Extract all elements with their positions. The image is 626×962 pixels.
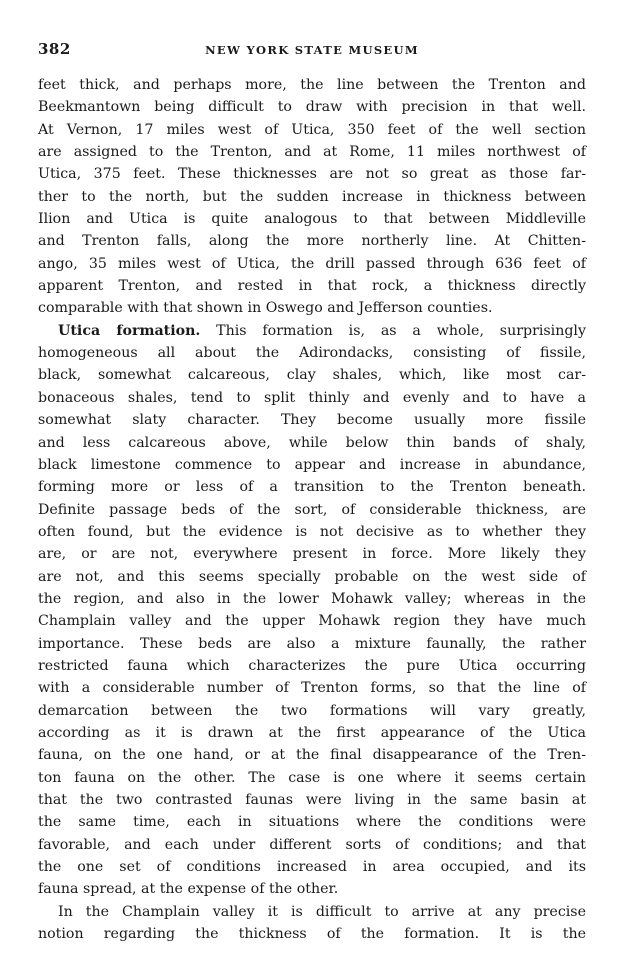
- text-line: Definite passage beds of the sort, of considerable thickness, are: [38, 501, 586, 518]
- text-run: This formation is, as a whole, surprisingly: [200, 322, 586, 339]
- text-line: [38, 320, 586, 342]
- text-line: ther to the north, but the sudden increase in thickness between: [38, 188, 586, 205]
- paragraph: [38, 320, 586, 901]
- text-line: notion regarding the thickness of the formation. It is the: [38, 926, 586, 943]
- text-line: Beekmantown being difficult to draw with precision in that well.: [38, 99, 586, 116]
- page-number: 382: [38, 40, 71, 58]
- text-line: Champlain valley and the upper Mohawk region they have much: [38, 613, 586, 630]
- paragraph: [38, 901, 586, 946]
- text-line: demarcation between the two formations will vary greatly,: [38, 702, 586, 719]
- text-line: ango, 35 miles west of Utica, the drill passed through 636 feet of: [38, 255, 586, 272]
- text-line: black limestone commence to appear and increase in abundance,: [38, 456, 586, 473]
- body-text: [38, 74, 586, 945]
- page-header: [38, 40, 586, 60]
- text-line: are not, and this seems specially probable on the west side of: [38, 568, 586, 585]
- text-line: the region, and also in the lower Mohawk valley; whereas in the: [38, 590, 586, 607]
- text-line: according as it is drawn at the first appearance of the Utica: [38, 724, 586, 741]
- text-line: black, somewhat calcareous, clay shales, which, like most car-: [38, 367, 586, 384]
- text-line: and less calcareous above, while below thin bands of shaly,: [38, 434, 586, 451]
- paragraph: [38, 74, 586, 320]
- running-head: NEW YORK STATE MUSEUM: [205, 43, 419, 57]
- text-line: importance. These beds are also a mixture faunally, the rather: [38, 635, 586, 652]
- text-line: favorable, and each under different sorts of conditions; and that: [38, 836, 586, 853]
- text-line: homogeneous all about the Adirondacks, consisting of fissile,: [38, 345, 586, 362]
- text-line: and Trenton falls, along the more northerly line. At Chitten-: [38, 233, 586, 250]
- section-heading: Utica formation.: [58, 322, 201, 339]
- text-line: Ilion and Utica is quite analogous to that between Middleville: [38, 211, 586, 228]
- text-line: bonaceous shales, tend to split thinly and evenly and to have a: [38, 389, 586, 406]
- text-line: often found, but the evidence is not decisive as to whether they: [38, 523, 586, 540]
- text-line: are, or are not, everywhere present in force. More likely they: [38, 546, 586, 563]
- text-line: apparent Trenton, and rested in that rock, a thickness directly: [38, 278, 586, 295]
- text-line: In the Champlain valley it is difficult to arrive at any precise: [58, 903, 586, 920]
- text-line: forming more or less of a transition to the Trenton beneath.: [38, 479, 586, 496]
- text-line: At Vernon, 17 miles west of Utica, 350 feet of the well section: [38, 121, 586, 138]
- text-line: feet thick, and perhaps more, the line between the Trenton and: [38, 77, 586, 93]
- text-line: restricted fauna which characterizes the pure Utica occurring: [38, 657, 586, 674]
- text-line: somewhat slaty character. They become usually more fissile: [38, 412, 586, 429]
- text-line: fauna, on the one hand, or at the final disappearance of the Tren-: [38, 747, 586, 764]
- text-line: the one set of conditions increased in area occupied, and its: [38, 859, 586, 876]
- text-line: the same time, each in situations where the conditions were: [38, 814, 586, 831]
- text-line: ton fauna on the other. The case is one where it seems certain: [38, 769, 586, 786]
- text-line: Utica, 375 feet. These thicknesses are not so great as those far-: [38, 166, 586, 183]
- text-line: fauna spread, at the expense of the other.: [38, 881, 339, 898]
- text-line: that the two contrasted faunas were living in the same basin at: [38, 792, 586, 808]
- text-line: comparable with that shown in Oswego and Jefferson counties.: [38, 300, 493, 317]
- text-line: with a considerable number of Trenton forms, so that the line of: [38, 680, 586, 697]
- text-line: are assigned to the Trenton, and at Rome, 11 miles northwest of: [38, 144, 586, 161]
